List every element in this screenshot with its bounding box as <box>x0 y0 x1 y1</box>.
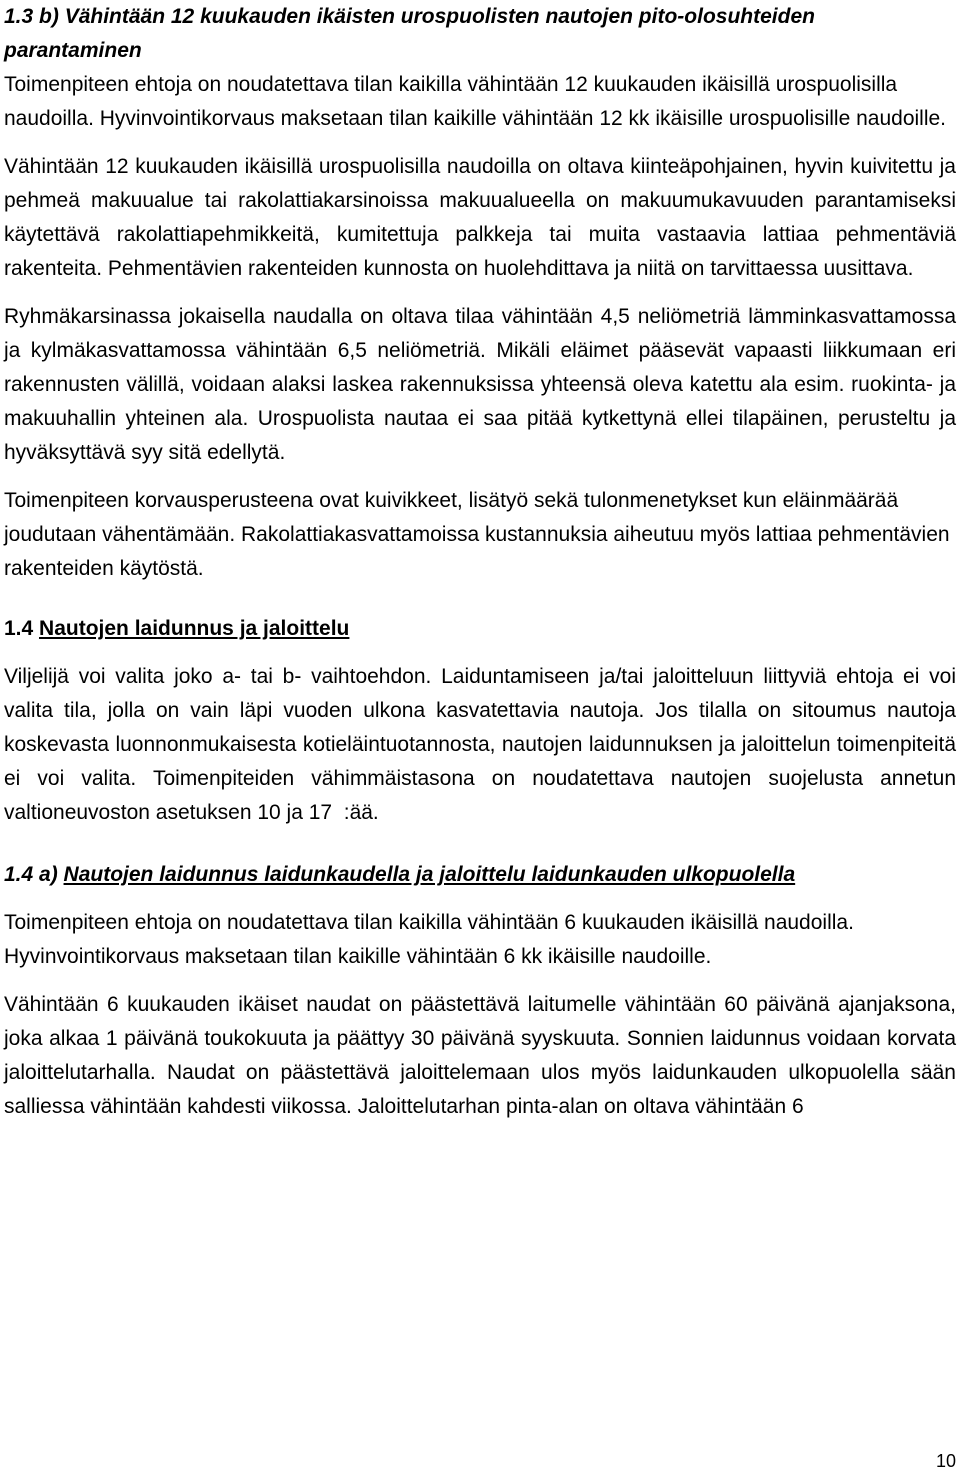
heading-number: 1.3 b) <box>4 5 65 28</box>
paragraph: Viljelijä voi valita joko a- tai b- vaihtoehdon. Laiduntamiseen ja/tai jaloitteluun liittyviä ehtoja ei voi valita tila, jolla on vain läpi vuoden ulkona kasvatettavia nautoja. Jos tilalla on sitoumus nautoja koskevasta luonnonmukaisesta kotieläintuotannosta, nautojen laidunnuksen ja jaloittelun toimenpiteitä ei voi valita. Toimenpiteiden vähimmäistasona on noudatettava nautojen suojelusta annetun valtioneuvoston asetuksen 10 ja 17 :ää. <box>4 665 956 824</box>
section-heading-1-4 <box>4 612 956 646</box>
heading-number: 1.4 <box>4 617 40 640</box>
heading-text: Nautojen laidunnus ja jaloittelu <box>39 617 350 640</box>
paragraph: Toimenpiteen korvausperusteena ovat kuivikkeet, lisätyö sekä tulonmenetykset kun eläinmäärää joudutaan vähentämään. Rakolattiakasvattamoissa kustannuksia aiheutuu myös lattiaa pehmentävien rakenteiden käytöstä. <box>4 489 950 580</box>
section-heading-1-3b <box>4 0 956 68</box>
paragraph: Toimenpiteen ehtoja on noudatettava tilan kaikilla vähintään 6 kuukauden ikäisillä naudoilla. Hyvinvointikorvaus maksetaan tilan kaikille vähintään 6 kk ikäisille naudoille. <box>4 911 854 968</box>
heading-text: Nautojen laidunnus laidunkaudella ja jaloittelu laidunkauden ulkopuolella <box>63 863 796 886</box>
paragraph: Vähintään 6 kuukauden ikäiset naudat on päästettävä laitumelle vähintään 60 päivänä ajanjaksona, joka alkaa 1 päivänä toukokuuta ja päättyy 30 päivänä syyskuuta. Sonnien laidunnus voidaan korvata jaloittelutarhalla. Naudat on päästettävä jaloittelemaan ulos myös laidunkauden ulkopuolella sään salliessa vähintään kahdesti viikossa. Jaloittelutarhan pinta-alan on oltava vähintään 6 <box>4 993 956 1118</box>
section-heading-1-4a <box>4 858 956 892</box>
paragraph: Vähintään 12 kuukauden ikäisillä urospuolisilla naudoilla on oltava kiinteäpohjainen, hyvin kuivitettu ja pehmeä makuualue tai rakolattiakarsinoissa makuualueella on makuumukavuuden parantamiseksi käytettävä rakolattiapehmikkeitä, kumitettuja palkkeja tai muita vastaavia lattiaa pehmentäviä rakenteita. Pehmentävien rakenteiden kunnosta on huolehdittava ja niitä on tarvittaessa uusittava. <box>4 155 956 280</box>
paragraph: Ryhmäkarsinassa jokaisella naudalla on oltava tilaa vähintään 4,5 neliömetriä lämminkasvattamossa ja kylmäkasvattamossa vähintään 6,5 neliömetriä. Mikäli eläimet pääsevät vapaasti liikkumaan eri rakennusten välillä, voidaan alaksi laskea rakennuksissa yhteensä oleva katettu ala esim. ruokinta- ja makuuhallin yhteinen ala. Urospuolista nautaa ei saa pitää kytkettynä ellei tilapäinen, perusteltu ja hyväksyttävä syy sitä edellytä. <box>4 305 956 464</box>
page-number: 10 <box>935 1451 956 1471</box>
paragraph: Toimenpiteen ehtoja on noudatettava tilan kaikilla vähintään 12 kuukauden ikäisillä urospuolisilla naudoilla. Hyvinvointikorvaus maksetaan tilan kaikille vähintään 12 kk ikäisille urospuolisille naudoille. <box>4 73 947 130</box>
document-page <box>4 0 956 1124</box>
heading-text: Vähintään 12 kuukauden ikäisten urospuolisten nautojen pito-olosuhteiden parantaminen <box>4 5 815 62</box>
heading-number: 1.4 a) <box>4 863 64 886</box>
